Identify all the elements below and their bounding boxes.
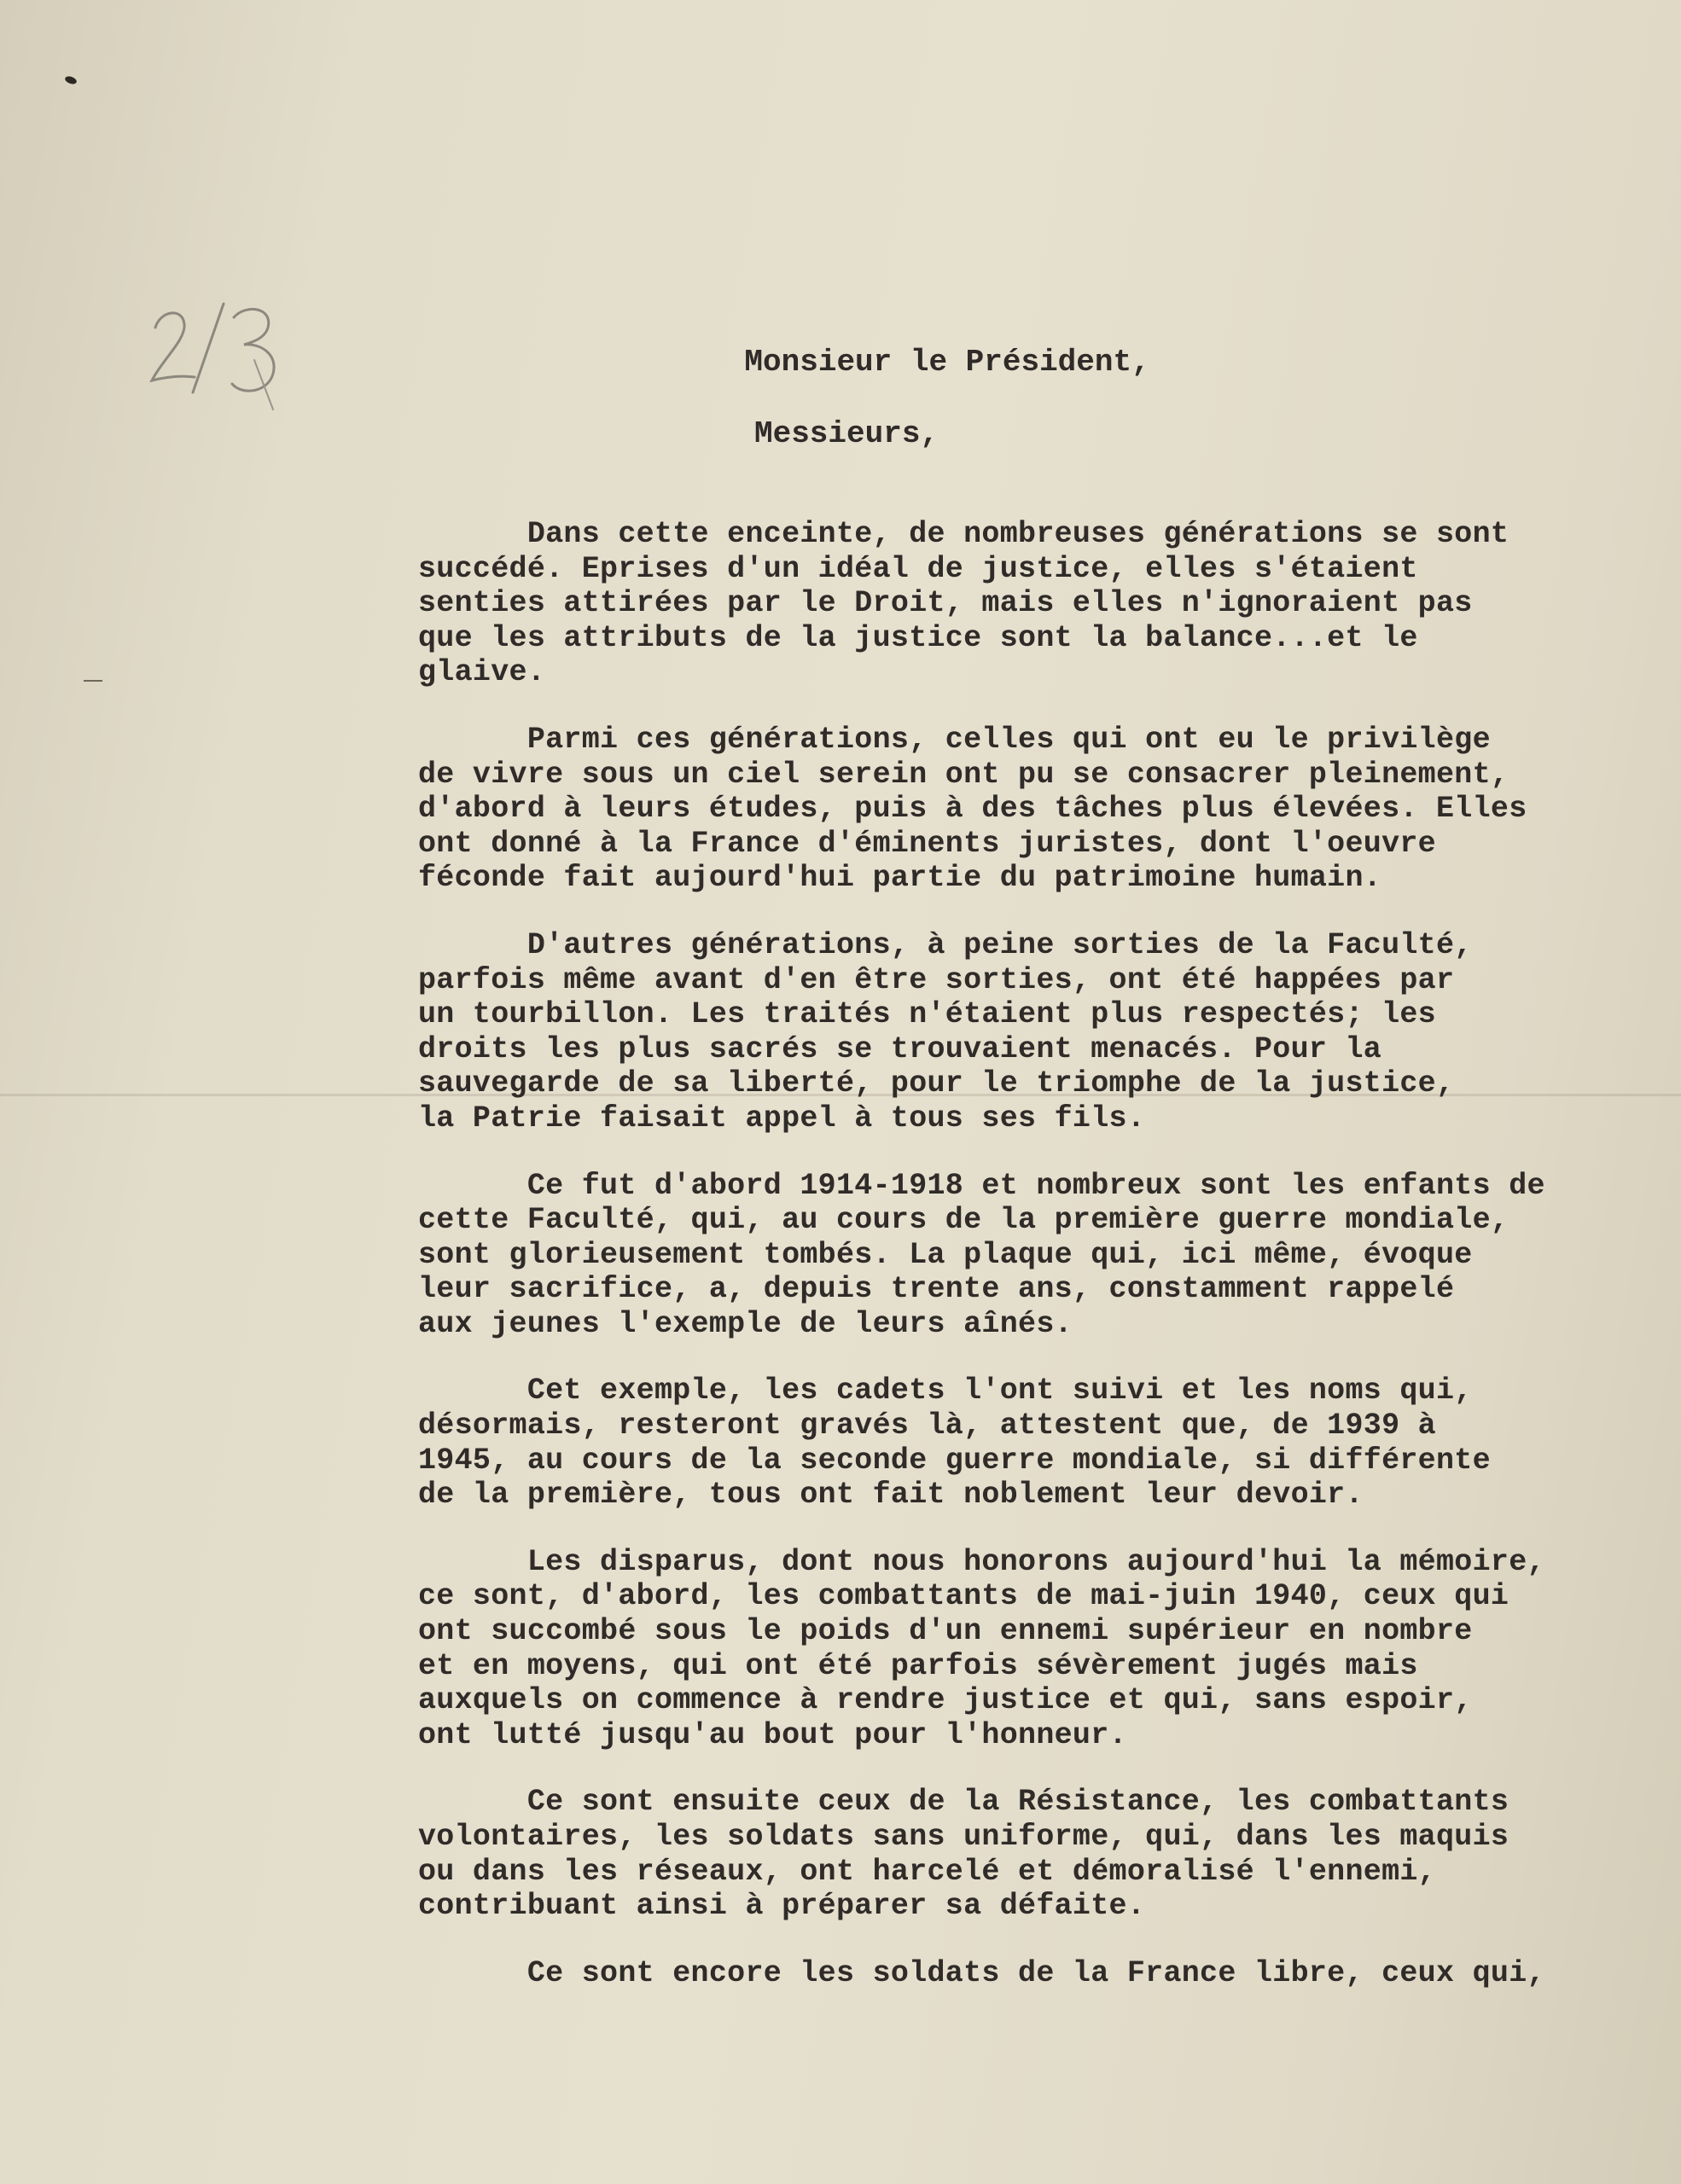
text-line: Ce fut d'abord 1914-1918 et nombreux sont les enfants de bbox=[418, 1168, 1545, 1203]
text-line: d'abord à leurs études, puis à des tâches plus élevées. Elles bbox=[418, 792, 1527, 827]
text-line: Parmi ces générations, celles qui ont eu le privilège bbox=[418, 722, 1491, 757]
text-line: D'autres générations, à peine sorties de la Faculté, bbox=[418, 927, 1473, 962]
text-line: cette Faculté, qui, au cours de la première guerre mondiale, bbox=[418, 1203, 1509, 1238]
text-line: parfois même avant d'en être sorties, ont été happées par bbox=[418, 962, 1455, 997]
handwritten-page-mark bbox=[145, 299, 299, 418]
text-line: un tourbillon. Les traités n'étaient plus respectés; les bbox=[418, 997, 1436, 1032]
text-line: auxquels on commence à rendre justice et qui, sans espoir, bbox=[418, 1683, 1473, 1718]
text-line: droits les plus sacrés se trouvaient menacés. Pour la bbox=[418, 1031, 1382, 1066]
text-line: aux jeunes l'exemple de leurs aînés. bbox=[418, 1306, 1073, 1341]
paragraph bbox=[418, 928, 1677, 1136]
text-line: Les disparus, dont nous honorons aujourd'hui la mémoire, bbox=[418, 1544, 1545, 1579]
text-line: la Patrie faisait appel à tous ses fils. bbox=[418, 1101, 1146, 1136]
text-line: Cet exemple, les cadets l'ont suivi et les noms qui, bbox=[418, 1374, 1473, 1409]
text-line: que les attributs de la justice sont la balance...et le bbox=[418, 620, 1418, 655]
text-line: ont donné à la France d'éminents juristes, dont l'oeuvre bbox=[418, 826, 1436, 861]
text-line: senties attirées par le Droit, mais elles n'ignoraient pas bbox=[418, 586, 1473, 621]
paragraph bbox=[418, 723, 1677, 896]
text-line: ce sont, d'abord, les combattants de mai-juin 1940, ceux qui bbox=[418, 1579, 1509, 1614]
text-line: Ce sont encore les soldats de la France libre, ceux qui, bbox=[418, 1955, 1545, 1990]
paragraph bbox=[418, 1785, 1677, 1923]
text-line: ont succombé sous le poids d'un ennemi supérieur en nombre bbox=[418, 1614, 1473, 1649]
salutation-line-2: Messieurs, bbox=[754, 416, 939, 451]
text-line: contribuant ainsi à préparer sa défaite. bbox=[418, 1889, 1146, 1924]
text-line: ont lutté jusqu'au bout pour l'honneur. bbox=[418, 1717, 1127, 1752]
text-line: féconde fait aujourd'hui partie du patrimoine humain. bbox=[418, 861, 1382, 896]
paragraph bbox=[418, 1956, 1677, 1991]
salutation bbox=[671, 309, 1150, 524]
text-line: volontaires, les soldats sans uniforme, qui, dans les maquis bbox=[418, 1820, 1509, 1854]
text-line: de la première, tous ont fait noblement leur devoir. bbox=[418, 1478, 1364, 1513]
paragraph bbox=[418, 1374, 1677, 1512]
salutation-line-1: Monsieur le Président, bbox=[744, 345, 1150, 380]
text-line: désormais, resteront gravés là, attestent que, de 1939 à bbox=[418, 1409, 1436, 1443]
text-line: glaive. bbox=[418, 655, 546, 690]
text-line: 1945, au cours de la seconde guerre mondiale, si différente bbox=[418, 1443, 1491, 1478]
text-line: Ce sont ensuite ceux de la Résistance, les combattants bbox=[418, 1785, 1509, 1820]
ink-spot bbox=[64, 75, 78, 85]
text-line: et en moyens, qui ont été parfois sévèrement jugés mais bbox=[418, 1648, 1418, 1683]
letter-body bbox=[418, 517, 1677, 2023]
paragraph bbox=[418, 1169, 1677, 1342]
text-line: de vivre sous un ciel serein ont pu se consacrer pleinement, bbox=[418, 757, 1509, 792]
paragraph bbox=[418, 517, 1677, 690]
text-line: sauvegarde de sa liberté, pour le triomphe de la justice, bbox=[418, 1066, 1455, 1101]
text-line: ou dans les réseaux, ont harcelé et démoralisé l'ennemi, bbox=[418, 1854, 1436, 1889]
text-line: leur sacrifice, a, depuis trente ans, constamment rappelé bbox=[418, 1272, 1455, 1307]
text-line: succédé. Eprises d'un idéal de justice, elles s'étaient bbox=[418, 551, 1418, 586]
text-line: sont glorieusement tombés. La plaque qui, ici même, évoque bbox=[418, 1237, 1473, 1272]
margin-tick bbox=[84, 680, 102, 682]
text-line: Dans cette enceinte, de nombreuses générations se sont bbox=[418, 517, 1509, 551]
paragraph bbox=[418, 1545, 1677, 1753]
